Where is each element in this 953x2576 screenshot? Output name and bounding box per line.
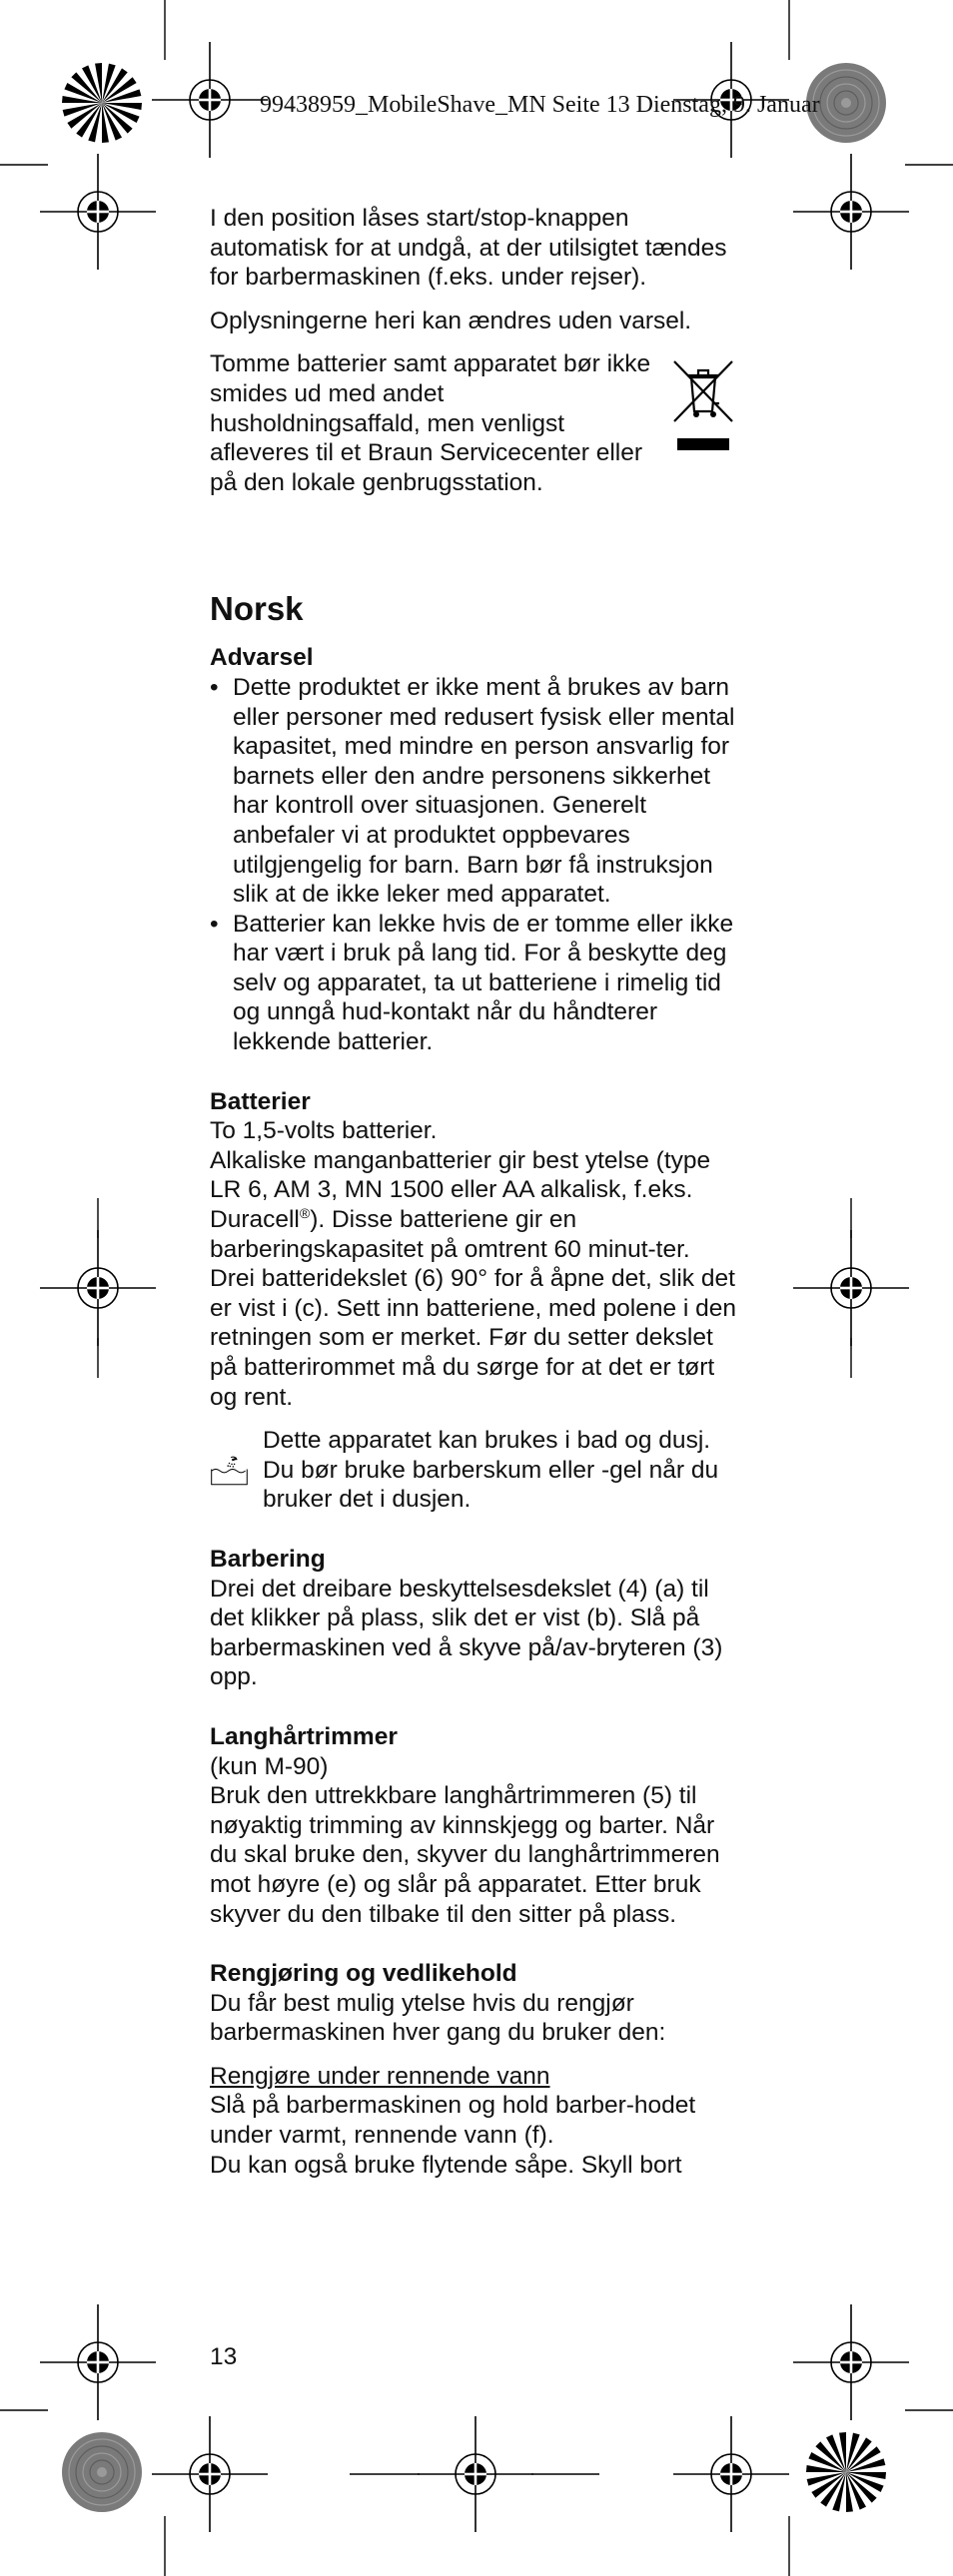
- cleaning-heading: Rengjøring og vedlikehold: [210, 1960, 517, 1988]
- disposal-block: [210, 349, 739, 497]
- list-item: • Batterier kan lekke hvis de er tomme eller ikke har vært i bruk på lang tid. For å beskytte deg selv og apparatet, ta ut batteriene i rimelig tid og unngå hud-kontakt når du håndterer lekkende batterier.: [210, 910, 739, 1057]
- warning-list: [210, 673, 739, 1057]
- registration-mark: [152, 2416, 268, 2532]
- batteries-heading: Batterier: [210, 1087, 311, 1115]
- batteries-line: To 1,5-volts batterier.: [210, 1117, 438, 1145]
- registration-mark: [673, 2416, 789, 2532]
- batteries-paragraph: Alkaliske manganbatterier gir best ytelse (type LR 6, AM 3, MN 1500 eller AA alkalisk, f.eks. Duracell®). Disse batteriene gir en barberingskapasitet på omtrent 60 minut-ter. Drei batteridekslet (6) 90° for å åpne det, slik det er vist i (c). Sett inn batteriene, med polene i den retningen som er merket. Før du setter dekslet på batterirommet må du sørge for at det er tørt og rent.: [210, 1146, 737, 1411]
- shower-paragraph: Dette apparatet kan brukes i bad og dusj. Du bør bruke barberskum eller -gel når du bruker det i dusjen.: [262, 1427, 719, 1514]
- registration-mark: [793, 1230, 909, 1346]
- starburst-mark-bottom-right: [806, 2432, 886, 2512]
- danish-paragraph-notice: Oplysningerne heri kan ændres uden varsel.: [210, 307, 692, 334]
- shower-block: [210, 1426, 739, 1515]
- trimmer-subheading: (kun M-90): [210, 1752, 329, 1780]
- list-item: • Dette produktet er ikke ment å brukes av barn eller personer med redusert fysisk eller mental kapasitet, med mindre en person ansvarlig for barnets eller den andre personens sikkerhet har kontroll over situasjonen. Generelt anbefaler vi at produktet oppbevares utilgjengelig for barn. Barn bør få instruksjon slik at de ikke leker med apparatet.: [210, 673, 739, 910]
- trimmer-paragraph: Bruk den uttrekkbare langhårtrimmeren (5) til nøyaktig trimming av kinnskjegg og barter. Når du skal bruke den, skyver du langhårtrimmeren mot høyre (e) og slår på apparatet. Etter bruk skyver du den tilbake til den sitter på plass.: [210, 1782, 720, 1928]
- starburst-mark-top-left: [62, 63, 142, 143]
- trimmer-heading: Langhårtrimmer: [210, 1722, 398, 1750]
- shaving-heading: Barbering: [210, 1545, 326, 1573]
- page-content: [210, 204, 739, 2180]
- registration-mark: [418, 2416, 533, 2532]
- rinse-paragraph-2: Du kan også bruke flytende såpe. Skyll bort: [210, 2151, 682, 2179]
- registration-mark: [40, 1230, 156, 1346]
- danish-paragraph-lock: I den position låses start/stop-knappen automatisk for at undgå, at der utilsigtet tændes for barbermaskinen (f.eks. under rejser).: [210, 205, 727, 292]
- registration-mark: [40, 2304, 156, 2420]
- shaving-paragraph: Drei det dreibare beskyttelsesdekslet (4) (a) til det klikker på plass, slik det er vist (b). Slå på barbermaskinen ved å skyve på/av-bryteren (3) opp.: [210, 1575, 723, 1691]
- page-number: 13: [210, 2343, 238, 2370]
- running-head: 99438959_MobileShave_MN Seite 13 Dienstag, 9. Januar: [260, 92, 820, 118]
- cleaning-paragraph: Du får best mulig ytelse hvis du rengjør barbermaskinen hver gang du bruker den:: [210, 1989, 666, 2047]
- danish-paragraph-disposal: Tomme batterier samt apparatet bør ikke smides ud med andet husholdningsaffald, men venligst afleveres til et Braun Servicecenter eller på den lokale genbrugsstation.: [210, 350, 651, 496]
- rinse-subheading: Rengjøre under rennende vann: [210, 2062, 550, 2090]
- section-title-norsk: Norsk: [210, 590, 304, 628]
- rinse-paragraph-1: Slå på barbermaskinen og hold barber-hodet under varmt, rennende vann (f).: [210, 2092, 696, 2150]
- shower-bath-icon: [210, 1432, 249, 1512]
- registration-mark: [793, 154, 909, 270]
- registration-mark: [152, 42, 268, 158]
- crossed-out-wheelie-bin-icon: [667, 355, 739, 455]
- gray-target-mark-bottom-left: [62, 2432, 142, 2512]
- registration-mark: [793, 2304, 909, 2420]
- registration-mark: [40, 154, 156, 270]
- warning-heading: Advarsel: [210, 644, 314, 672]
